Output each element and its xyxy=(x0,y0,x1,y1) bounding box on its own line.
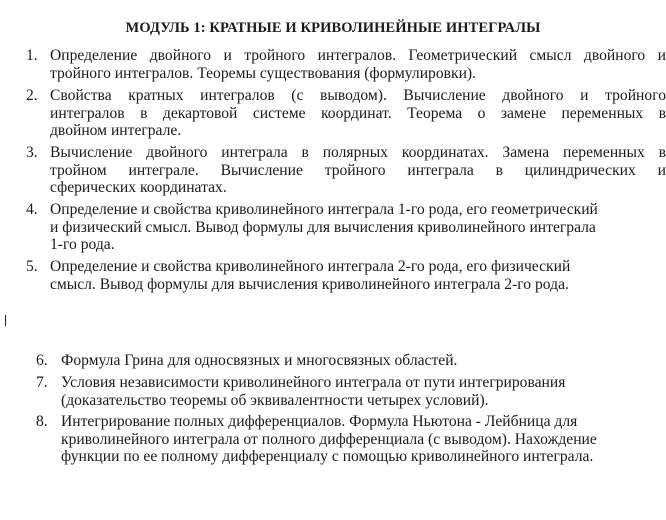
item-line: Свойства кратных интегралов (с выводом). Вычисление двойного и тройного xyxy=(50,87,666,104)
item-text xyxy=(61,352,639,370)
item-number: 7. xyxy=(36,374,48,391)
item-text xyxy=(50,258,666,293)
item-line: Определение и свойства криволинейного интеграла 2-го рода, его физический xyxy=(50,258,571,275)
module-title: МОДУЛЬ 1: КРАТНЫЕ И КРИВОЛИНЕЙНЫЕ ИНТЕГРАЛЫ xyxy=(125,20,541,36)
item-line: Формула Грина для односвязных и многосвязных областей. xyxy=(61,352,458,369)
item-number: 5. xyxy=(26,258,38,275)
item-line: Определение и свойства криволинейного интеграла 1-го рода, его геометрический xyxy=(50,201,598,218)
item-number: 3. xyxy=(26,144,38,161)
text-cursor xyxy=(5,315,6,326)
item-text xyxy=(61,413,639,466)
item-number: 4. xyxy=(26,201,38,218)
item-text xyxy=(61,374,639,409)
item-number: 8. xyxy=(36,413,48,430)
item-text xyxy=(50,47,666,82)
item-line: Определение двойного и тройного интегралов. Геометрический смысл двойного и xyxy=(50,47,666,64)
item-number: 1. xyxy=(26,47,38,64)
item-line: тройном интеграле. Вычисление тройного интеграла в цилиндрических и xyxy=(50,161,666,179)
item-line: Условия независимости криволинейного интеграла от пути интегрирования xyxy=(61,374,566,391)
item-line: сферических координатах. xyxy=(50,179,227,197)
item-line: и физический смысл. Вывод формулы для вычисления криволинейного интеграла xyxy=(50,218,596,236)
item-line: тройного интегралов. Теоремы существования (формулировки). xyxy=(50,64,477,82)
item-line: Вычисление двойного интеграла в полярных координатах. Замена переменных в xyxy=(50,144,666,161)
item-number: 6. xyxy=(36,352,48,369)
item-line: двойном интеграле. xyxy=(50,122,182,140)
item-text xyxy=(50,144,666,197)
item-line: смысл. Вывод формулы для вычисления криволинейного интеграла 2-го рода. xyxy=(50,275,569,293)
item-line: 1-го рода. xyxy=(50,236,115,254)
item-line: криволинейного интеграла от полного дифференциала (с выводом). Нахождение xyxy=(61,430,597,448)
item-line: функции по ее полному дифференциалу с помощью криволинейного интеграла. xyxy=(61,448,594,466)
item-number: 2. xyxy=(26,87,38,104)
item-text xyxy=(50,87,666,140)
item-line: интегралов в декартовой системе координат. Теорема о замене переменных в xyxy=(50,104,666,122)
item-text xyxy=(50,201,666,254)
item-line: Интегрирование полных дифференциалов. Формула Ньютона - Лейбница для xyxy=(61,413,578,430)
item-line: (доказательство теоремы об эквивалентности четырех условий). xyxy=(61,391,489,409)
